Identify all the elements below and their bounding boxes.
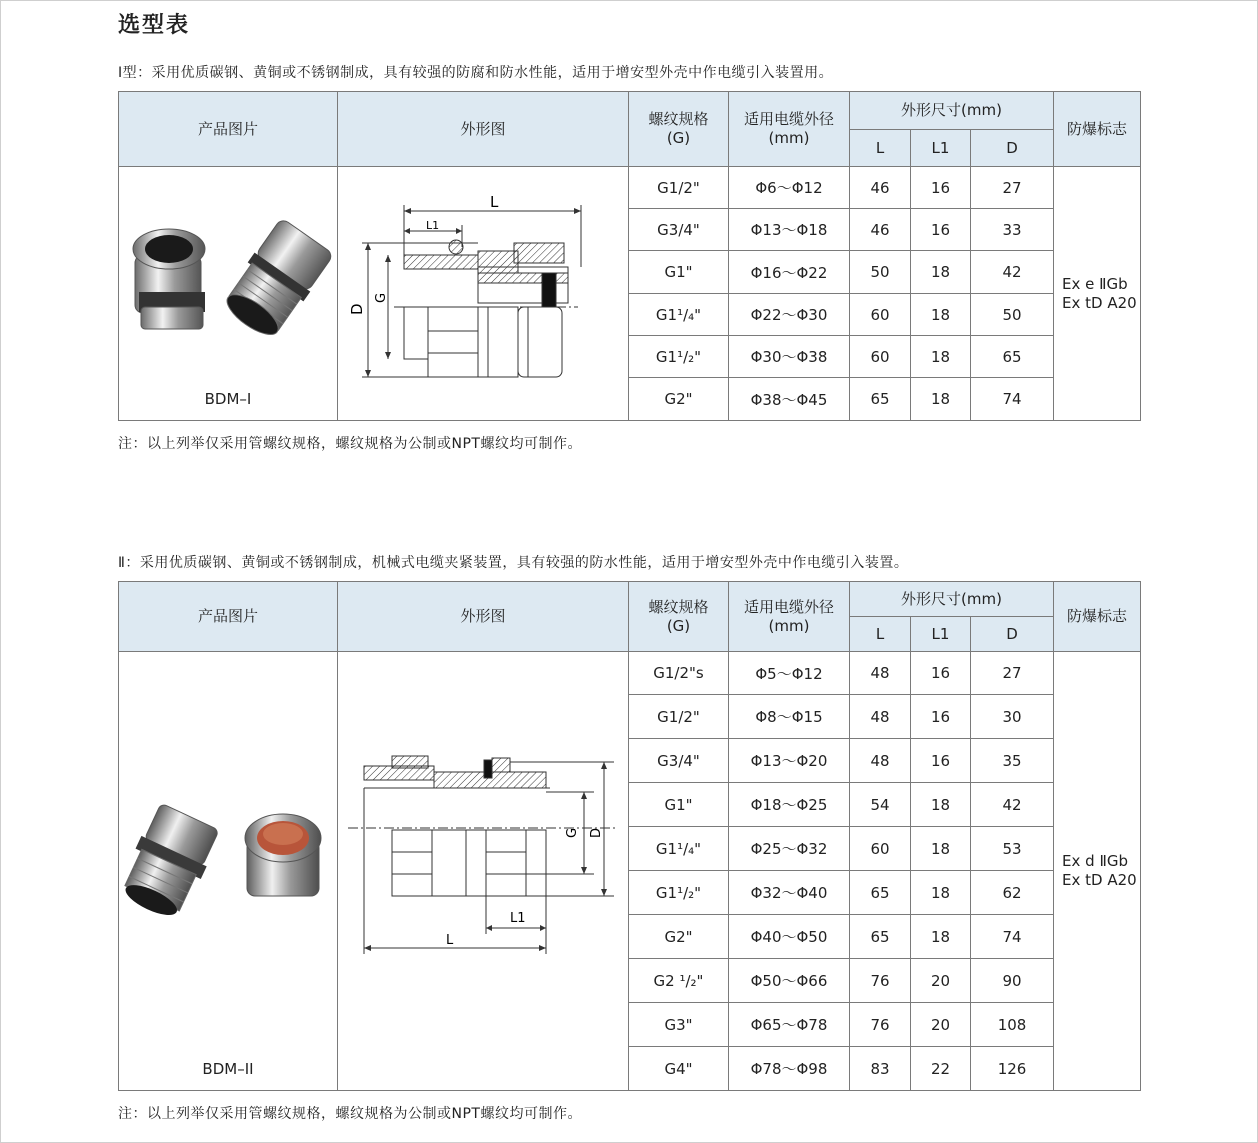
cable-cell: Φ6～Φ12 bbox=[729, 167, 850, 209]
header-dims: 外形尺寸(mm) bbox=[850, 92, 1054, 130]
thread-cell: G2 ¹/₂" bbox=[629, 959, 729, 1003]
thread-cell: G1¹/₂" bbox=[629, 871, 729, 915]
dim-L1-cell: 18 bbox=[911, 783, 971, 827]
thread-cell: G3/4" bbox=[629, 739, 729, 783]
dim-L1-cell: 18 bbox=[911, 871, 971, 915]
cable-cell: Φ40～Φ50 bbox=[729, 915, 850, 959]
cable-cell: Φ30～Φ38 bbox=[729, 336, 850, 378]
dim-L-cell: 60 bbox=[850, 294, 911, 336]
type2-model-label: BDM–II bbox=[202, 1060, 254, 1078]
header-col-D: D bbox=[971, 130, 1054, 167]
header-cable: 适用电缆外径 (mm) bbox=[729, 582, 850, 652]
cable-cell: Φ13～Φ18 bbox=[729, 209, 850, 251]
dim-L-cell: 54 bbox=[850, 783, 911, 827]
type1-drawing-cell bbox=[338, 167, 629, 421]
dim-L-cell: 60 bbox=[850, 827, 911, 871]
thread-cell: G1¹/₂" bbox=[629, 336, 729, 378]
dim-L1-cell: 18 bbox=[911, 294, 971, 336]
dim-D-cell: 65 bbox=[971, 336, 1054, 378]
dim-L-cell: 46 bbox=[850, 167, 911, 209]
dim-L1-cell: 18 bbox=[911, 915, 971, 959]
type1-dim-G-label: G bbox=[374, 292, 389, 303]
dim-L1-cell: 20 bbox=[911, 959, 971, 1003]
dim-L-cell: 50 bbox=[850, 251, 911, 294]
cable-cell: Φ18～Φ25 bbox=[729, 783, 850, 827]
type2-note: 注：以上列举仅采用管螺纹规格，螺纹规格为公制或NPT螺纹均可制作。 bbox=[118, 1106, 582, 1122]
type2-spec-table bbox=[118, 581, 1141, 1091]
thread-cell: G1" bbox=[629, 251, 729, 294]
dim-D-cell: 108 bbox=[971, 1003, 1054, 1047]
type2-dim-G-label: G bbox=[565, 827, 580, 838]
dim-L1-cell: 18 bbox=[911, 336, 971, 378]
dim-L-cell: 46 bbox=[850, 209, 911, 251]
type2-drawing-cell bbox=[338, 652, 629, 1091]
dim-D-cell: 35 bbox=[971, 739, 1054, 783]
dim-L1-cell: 16 bbox=[911, 167, 971, 209]
thread-cell: G4" bbox=[629, 1047, 729, 1091]
dim-L1-cell: 18 bbox=[911, 251, 971, 294]
dim-D-cell: 27 bbox=[971, 652, 1054, 695]
dim-D-cell: 27 bbox=[971, 167, 1054, 209]
thread-cell: G2" bbox=[629, 915, 729, 959]
dim-L1-cell: 22 bbox=[911, 1047, 971, 1091]
cable-cell: Φ32～Φ40 bbox=[729, 871, 850, 915]
type1-dim-D-label: D bbox=[348, 303, 366, 315]
dim-L1-cell: 16 bbox=[911, 739, 971, 783]
dim-D-cell: 50 bbox=[971, 294, 1054, 336]
dim-L-cell: 65 bbox=[850, 378, 911, 421]
cable-cell: Φ50～Φ66 bbox=[729, 959, 850, 1003]
dim-D-cell: 42 bbox=[971, 251, 1054, 294]
cable-cell: Φ8～Φ15 bbox=[729, 695, 850, 739]
type1-product-photo bbox=[119, 167, 336, 417]
table-row bbox=[119, 167, 1141, 209]
type2-intro: Ⅱ：采用优质碳钢、黄铜或不锈钢制成，机械式电缆夹紧装置，具有较强的防水性能，适用于增安型外壳中作电缆引入装置。 bbox=[118, 555, 909, 571]
dim-D-cell: 62 bbox=[971, 871, 1054, 915]
dim-L-cell: 65 bbox=[850, 915, 911, 959]
dim-D-cell: 126 bbox=[971, 1047, 1054, 1091]
table-row bbox=[119, 652, 1141, 695]
thread-cell: G2" bbox=[629, 378, 729, 421]
thread-cell: G1¹/₄" bbox=[629, 827, 729, 871]
dim-L1-cell: 20 bbox=[911, 1003, 971, 1047]
type1-dimension-drawing bbox=[338, 167, 627, 417]
dim-L-cell: 60 bbox=[850, 336, 911, 378]
type1-photo-cell bbox=[119, 167, 338, 421]
type2-dim-L1-label: L1 bbox=[510, 911, 526, 926]
cable-cell: Φ65～Φ78 bbox=[729, 1003, 850, 1047]
dim-L-cell: 65 bbox=[850, 871, 911, 915]
cable-cell: Φ25～Φ32 bbox=[729, 827, 850, 871]
dim-L-cell: 48 bbox=[850, 739, 911, 783]
header-col-L1: L1 bbox=[911, 617, 971, 652]
header-ex: 防爆标志 bbox=[1054, 92, 1141, 167]
header-drawing: 外形图 bbox=[338, 92, 629, 167]
dim-L1-cell: 16 bbox=[911, 652, 971, 695]
type1-intro: Ⅰ型：采用优质碳钢、黄铜或不锈钢制成，具有较强的防腐和防水性能，适用于增安型外壳中作电缆引入装置用。 bbox=[118, 65, 834, 81]
cable-cell: Φ38～Φ45 bbox=[729, 378, 850, 421]
thread-cell: G1¹/₄" bbox=[629, 294, 729, 336]
thread-cell: G3" bbox=[629, 1003, 729, 1047]
dim-L1-cell: 16 bbox=[911, 695, 971, 739]
type1-spec-table bbox=[118, 91, 1141, 421]
header-col-D: D bbox=[971, 617, 1054, 652]
dim-L1-cell: 18 bbox=[911, 378, 971, 421]
type1-dim-L-label: L bbox=[490, 193, 499, 211]
type2-product-photo bbox=[119, 652, 336, 1086]
cable-cell: Φ78～Φ98 bbox=[729, 1047, 850, 1091]
header-col-L: L bbox=[850, 130, 911, 167]
thread-cell: G1" bbox=[629, 783, 729, 827]
type1-dim-L1-label: L1 bbox=[426, 219, 440, 232]
cable-cell: Φ22～Φ30 bbox=[729, 294, 850, 336]
type2-dimension-drawing bbox=[338, 652, 627, 1086]
header-col-L1: L1 bbox=[911, 130, 971, 167]
dim-D-cell: 33 bbox=[971, 209, 1054, 251]
type2-photo-cell bbox=[119, 652, 338, 1091]
type2-dim-D-label: D bbox=[589, 827, 604, 838]
dim-L-cell: 76 bbox=[850, 1003, 911, 1047]
dim-D-cell: 74 bbox=[971, 915, 1054, 959]
header-ex: 防爆标志 bbox=[1054, 582, 1141, 652]
header-cable: 适用电缆外径 (mm) bbox=[729, 92, 850, 167]
dim-L1-cell: 16 bbox=[911, 209, 971, 251]
header-photo: 产品图片 bbox=[119, 92, 338, 167]
thread-cell: G1/2" bbox=[629, 695, 729, 739]
dim-L1-cell: 18 bbox=[911, 827, 971, 871]
dim-L-cell: 48 bbox=[850, 695, 911, 739]
dim-D-cell: 90 bbox=[971, 959, 1054, 1003]
type1-note: 注：以上列举仅采用管螺纹规格，螺纹规格为公制或NPT螺纹均可制作。 bbox=[118, 436, 582, 452]
type2-ex-mark: Ex d ⅡGb Ex tD A20 bbox=[1054, 652, 1141, 1091]
page-title: 选型表 bbox=[118, 13, 191, 38]
header-drawing: 外形图 bbox=[338, 582, 629, 652]
header-dims: 外形尺寸(mm) bbox=[850, 582, 1054, 617]
header-thread: 螺纹规格 (G) bbox=[629, 92, 729, 167]
dim-L-cell: 83 bbox=[850, 1047, 911, 1091]
type1-ex-mark: Ex e ⅡGb Ex tD A20 bbox=[1054, 167, 1141, 421]
type1-model-label: BDM–I bbox=[204, 390, 252, 408]
cable-cell: Φ16～Φ22 bbox=[729, 251, 850, 294]
thread-cell: G3/4" bbox=[629, 209, 729, 251]
thread-cell: G1/2"s bbox=[629, 652, 729, 695]
type2-dim-L-label: L bbox=[446, 933, 454, 948]
thread-cell: G1/2" bbox=[629, 167, 729, 209]
dim-D-cell: 30 bbox=[971, 695, 1054, 739]
dim-L-cell: 76 bbox=[850, 959, 911, 1003]
header-thread: 螺纹规格 (G) bbox=[629, 582, 729, 652]
dim-L-cell: 48 bbox=[850, 652, 911, 695]
cable-cell: Φ13～Φ20 bbox=[729, 739, 850, 783]
cable-cell: Φ5～Φ12 bbox=[729, 652, 850, 695]
dim-D-cell: 42 bbox=[971, 783, 1054, 827]
header-photo: 产品图片 bbox=[119, 582, 338, 652]
header-col-L: L bbox=[850, 617, 911, 652]
dim-D-cell: 74 bbox=[971, 378, 1054, 421]
dim-D-cell: 53 bbox=[971, 827, 1054, 871]
